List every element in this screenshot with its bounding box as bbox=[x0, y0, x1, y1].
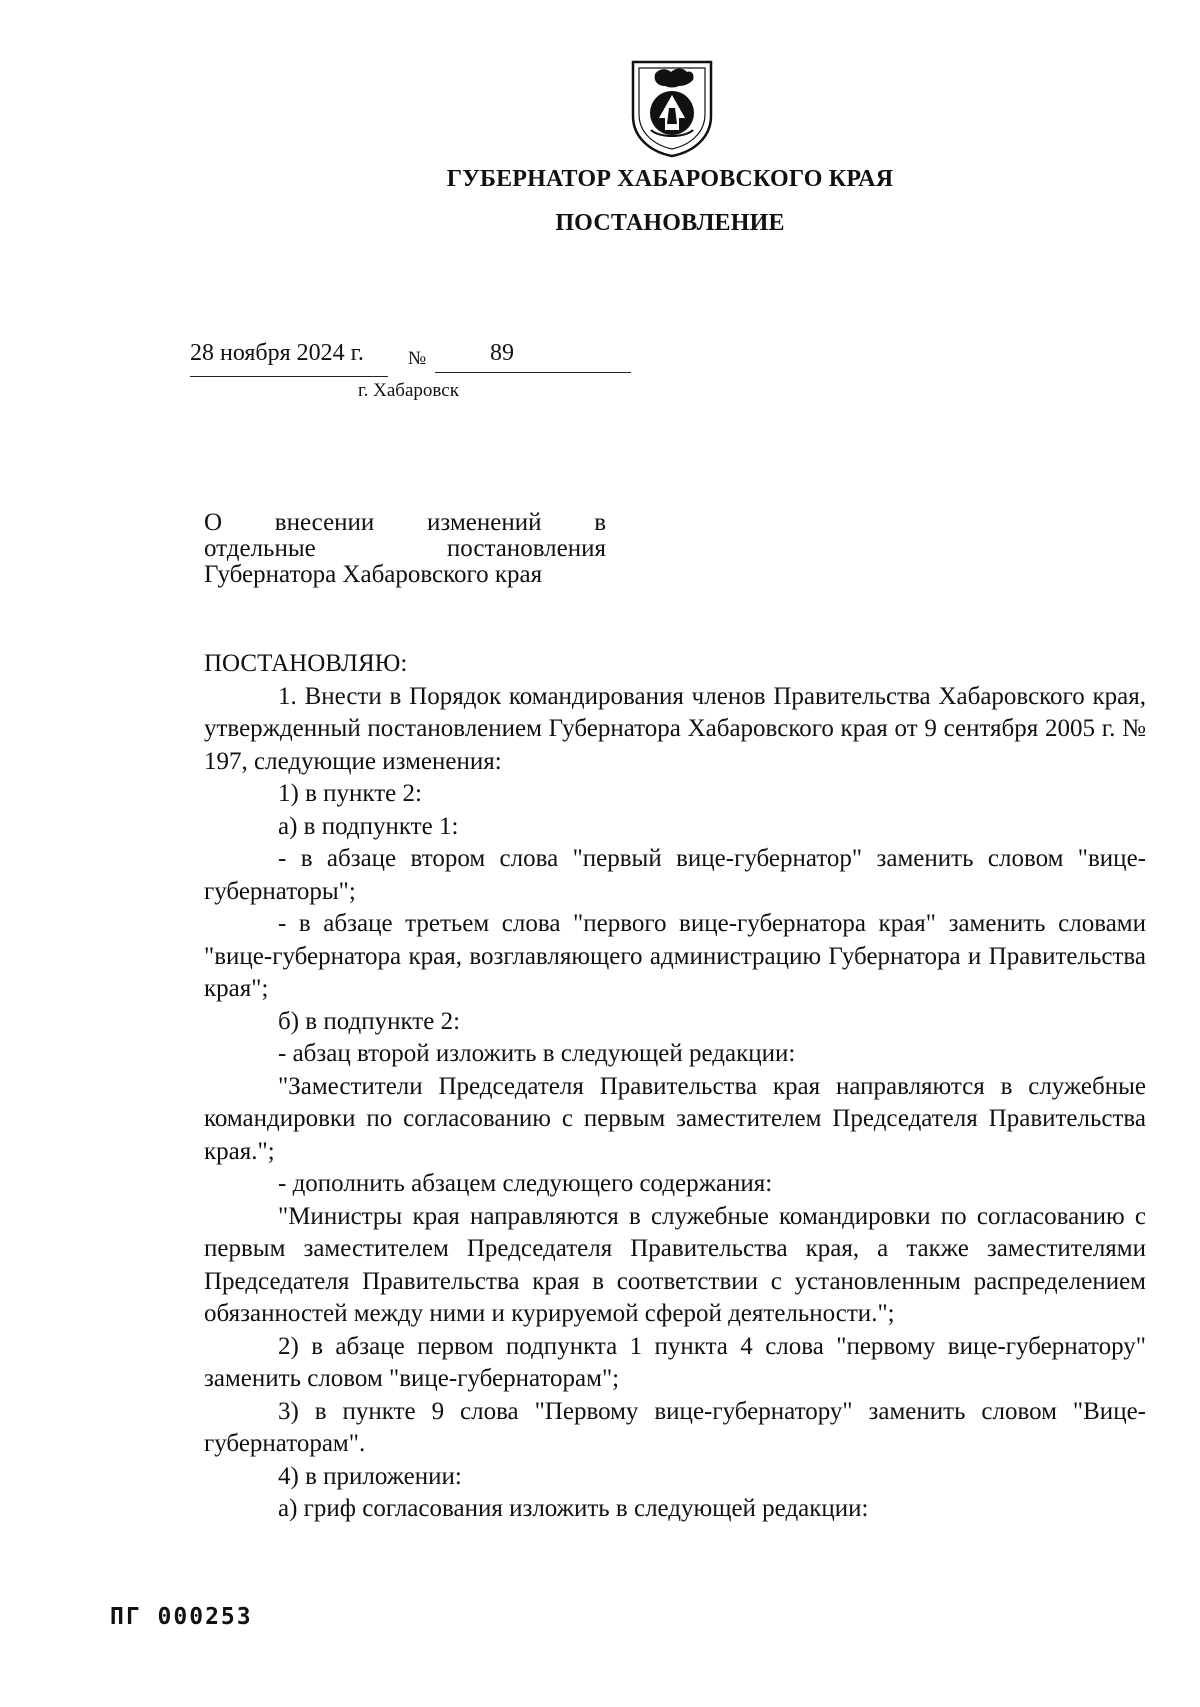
paragraph: 2) в абзаце первом подпункта 1 пункта 4 слова "первому вице-губернатору" заменить словом "вице-губернаторам"; bbox=[204, 1332, 1146, 1392]
number-sign: № bbox=[408, 348, 427, 369]
subject-line: О внесении изменений в bbox=[204, 509, 606, 536]
authority-heading: ГУБЕРНАТОР ХАБАРОВСКОГО КРАЯ bbox=[446, 166, 894, 192]
document-body bbox=[204, 648, 1146, 1526]
subject-line: Губернатора Хабаровского края bbox=[204, 561, 543, 588]
paragraph: б) в подпункте 2: bbox=[278, 1007, 461, 1035]
paragraph: 1) в пункте 2: bbox=[278, 780, 422, 807]
paragraph: 4) в приложении: bbox=[278, 1462, 462, 1490]
paragraph: "Заместители Председателя Правительства края направляются в служебные командировки по согласованию с первым заместителем Председателя Правительства края."; bbox=[204, 1072, 1146, 1165]
paragraph: а) гриф согласования изложить в следующей редакции: bbox=[278, 1495, 869, 1522]
document-place: г. Хабаровск bbox=[358, 380, 459, 401]
paragraph: 3) в пункте 9 слова "Первому вице-губернатору" заменить словом "Вице-губернаторам". bbox=[204, 1397, 1146, 1457]
date-number-block bbox=[190, 340, 636, 410]
number-underline bbox=[435, 372, 631, 373]
document-type-heading: ПОСТАНОВЛЕНИЕ bbox=[555, 210, 785, 236]
decree-word: ПОСТАНОВЛЯЮ: bbox=[204, 650, 408, 677]
subject-line: отдельные постановления bbox=[204, 535, 606, 562]
form-serial-code: ПГ 000253 bbox=[110, 1604, 253, 1630]
paragraph: 1. Внести в Порядок командирования членов Правительства Хабаровского края, утвержденный постановлением Губернатора Хабаровского края от 9 сентября 2005 г. № 197, следующие изменения: bbox=[204, 682, 1146, 775]
paragraph: а) в подпункте 1: bbox=[278, 812, 459, 840]
coat-of-arms-icon bbox=[629, 58, 715, 158]
paragraph: - абзац второй изложить в следующей редакции: bbox=[278, 1040, 796, 1067]
document-subject bbox=[204, 510, 606, 588]
paragraph: - в абзаце втором слова "первый вице-губернатор" заменить словом "вице-губернаторы"; bbox=[204, 845, 1146, 905]
date-underline bbox=[190, 376, 388, 377]
paragraph: - дополнить абзацем следующего содержания: bbox=[278, 1170, 773, 1197]
paragraph: "Министры края направляются в служебные командировки по согласованию с первым заместителем Председателя Правительства края, а также заместителями Председателя Правительства края в соответствии с установленным распределением обязанностей между ними и курируемой сферой деятельности."; bbox=[204, 1202, 1146, 1327]
document-date: 28 ноября 2024 г. bbox=[190, 340, 364, 366]
document-number: 89 bbox=[490, 340, 514, 366]
paragraph: - в абзаце третьем слова "первого вице-губернатора края" заменить словами "вице-губернатора края, возглавляющего администрацию Губернатора и Правительства края"; bbox=[204, 910, 1146, 1002]
